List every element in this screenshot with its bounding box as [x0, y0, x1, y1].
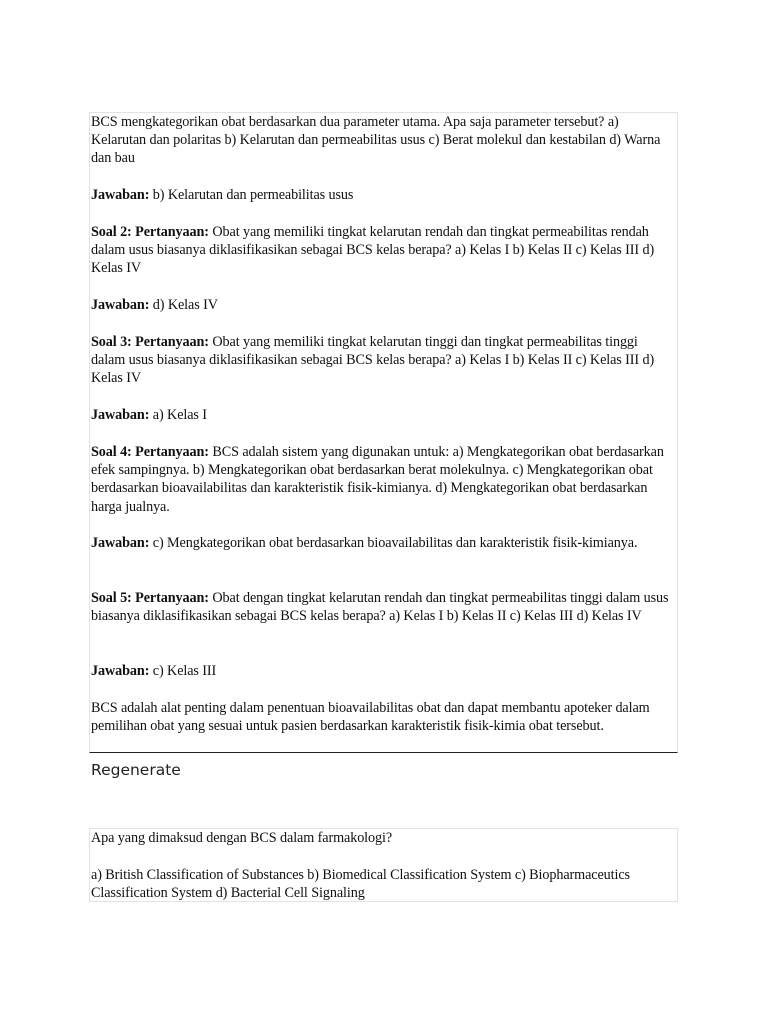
question-label: Soal 4: Pertanyaan:: [91, 444, 209, 460]
answer-label: Jawaban:: [91, 187, 150, 203]
prompt-options: a) British Classification of Substances b) Biomedical Classification System c) Biopharmaceutics Classification System d) Bacterial Cell Signaling: [91, 867, 630, 902]
answer-label: Jawaban:: [91, 297, 150, 313]
answer-5: Jawaban: c) Kelas III: [91, 663, 217, 679]
question-3: Soal 3: Pertanyaan: Obat yang memiliki tingkat kelarutan tinggi dan tingkat permeabilitas tinggi dalam usus biasanya diklasifikasikan sebagai BCS kelas berapa? a) Kelas I b) Kelas II c) Kelas III d) Kelas IV: [91, 334, 655, 387]
prompt-question: Apa yang dimaksud dengan BCS dalam farmakologi?: [91, 830, 393, 846]
answer-label: Jawaban:: [91, 535, 150, 551]
answer-3: Jawaban: a) Kelas I: [91, 407, 207, 423]
answer-label: Jawaban:: [91, 663, 150, 679]
prompt-box: [89, 828, 678, 902]
question-4: Soal 4: Pertanyaan: BCS adalah sistem yang digunakan untuk: a) Mengkategorikan obat berdasarkan efek sampingnya. b) Mengkategorikan obat berdasarkan berat molekulnya. c) Mengkategorikan obat berdasarkan bioavailabilitas dan karakteristik fisik-kimianya. d) Mengkategorikan obat berdasarkan harga jualnya.: [91, 444, 664, 515]
intro-paragraph: BCS mengkategorikan obat berdasarkan dua parameter utama. Apa saja parameter tersebut? a) Kelarutan dan polaritas b) Kelarutan dan permeabilitas usus c) Berat molekul dan kestabilan d) Warna dan bau: [91, 114, 661, 167]
conclusion-paragraph: BCS adalah alat penting dalam penentuan bioavailabilitas obat dan dapat membantu apoteker dalam pemilihan obat yang sesuai untuk pasien berdasarkan karakteristik fisik-kimia obat tersebut.: [91, 700, 650, 735]
answer-4: Jawaban: c) Mengkategorikan obat berdasarkan bioavailabilitas dan karakteristik fisik-kimianya.: [91, 535, 638, 551]
answer-label: Jawaban:: [91, 407, 150, 423]
question-label: Soal 3: Pertanyaan:: [91, 334, 209, 350]
regenerate-button[interactable]: Regenerate: [91, 761, 181, 779]
question-5: Soal 5: Pertanyaan: Obat dengan tingkat kelarutan rendah dan tingkat permeabilitas tinggi dalam usus biasanya diklasifikasikan sebagai BCS kelas berapa? a) Kelas I b) Kelas II c) Kelas III d) Kelas IV: [91, 590, 669, 625]
answer-1: Jawaban: b) Kelarutan dan permeabilitas usus: [91, 187, 354, 203]
question-label: Soal 2: Pertanyaan:: [91, 224, 209, 240]
question-2: Soal 2: Pertanyaan: Obat yang memiliki tingkat kelarutan rendah dan tingkat permeabilitas rendah dalam usus biasanya diklasifikasikan sebagai BCS kelas berapa? a) Kelas I b) Kelas II c) Kelas III d) Kelas IV: [91, 224, 655, 277]
question-label: Soal 5: Pertanyaan:: [91, 590, 209, 606]
answer-2: Jawaban: d) Kelas IV: [91, 297, 218, 313]
response-box: [89, 112, 678, 753]
